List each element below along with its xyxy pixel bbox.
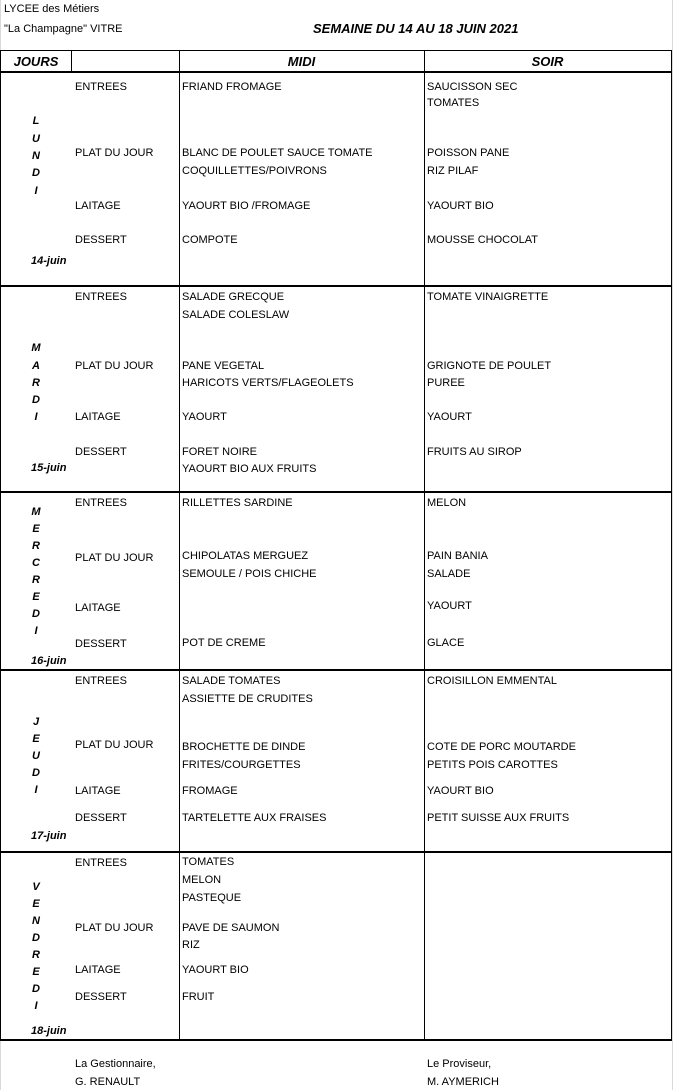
midi-item: YAOURT: [182, 411, 227, 423]
category-dessert: DESSERT: [75, 234, 127, 246]
category-laitage: LAITAGE: [75, 964, 121, 976]
soir-item: MOUSSE CHOCOLAT: [427, 234, 539, 246]
signature-left-name: G. RENAULT: [75, 1076, 141, 1088]
day-letter: D: [32, 167, 40, 179]
category-laitage: LAITAGE: [75, 602, 121, 614]
week-title: SEMAINE DU 14 AU 18 JUIN 2021: [313, 21, 519, 36]
soir-item: SALADE: [427, 568, 471, 580]
day-letter: E: [32, 523, 40, 535]
midi-item: YAOURT BIO AUX FRUITS: [182, 463, 317, 475]
midi-item: RILLETTES SARDINE: [182, 497, 293, 509]
category-entrees: ENTREES: [75, 497, 127, 509]
signature-right-name: M. AYMERICH: [427, 1076, 499, 1088]
midi-column-divider: [179, 50, 180, 1041]
soir-item: YAOURT BIO: [427, 785, 494, 797]
midi-item: POT DE CREME: [182, 637, 266, 649]
category-plat: PLAT DU JOUR: [75, 360, 154, 372]
soir-item: MELON: [427, 497, 467, 509]
school-location: "La Champagne" VITRE: [4, 23, 123, 35]
day-separator: [0, 491, 672, 493]
category-plat: PLAT DU JOUR: [75, 739, 154, 751]
day-separator: [0, 669, 672, 671]
day-date: 15-juin: [31, 462, 67, 474]
day-date: 14-juin: [31, 255, 67, 267]
day-date: 16-juin: [31, 655, 67, 667]
day-letter: V: [32, 881, 40, 893]
day-letter: C: [32, 557, 40, 569]
midi-item: SALADE GRECQUE: [182, 291, 285, 303]
midi-item: ASSIETTE DE CRUDITES: [182, 693, 313, 705]
day-letter: D: [32, 767, 40, 779]
day-letter: N: [32, 150, 40, 162]
soir-item: PETITS POIS CAROTTES: [427, 759, 558, 771]
header-bottom-border: [0, 71, 672, 73]
day-letter: A: [32, 360, 40, 372]
day-date: 18-juin: [31, 1025, 67, 1037]
table-bottom-border: [0, 1039, 672, 1041]
category-dessert: DESSERT: [75, 446, 127, 458]
day-letter: D: [32, 608, 40, 620]
category-dessert: DESSERT: [75, 812, 127, 824]
day-letter: R: [32, 949, 40, 961]
category-laitage: LAITAGE: [75, 200, 121, 212]
day-letter: U: [32, 750, 40, 762]
soir-item: PAIN BANIA: [427, 550, 488, 562]
midi-item: FROMAGE: [182, 785, 238, 797]
midi-item: MELON: [182, 874, 222, 886]
soir-item: CROISILLON EMMENTAL: [427, 675, 557, 687]
midi-item: COMPOTE: [182, 234, 238, 246]
soir-item: TOMATE VINAIGRETTE: [427, 291, 549, 303]
day-date: 17-juin: [31, 830, 67, 842]
midi-item: FORET NOIRE: [182, 446, 257, 458]
midi-item: HARICOTS VERTS/FLAGEOLETS: [182, 377, 354, 389]
midi-item: PANE VEGETAL: [182, 360, 265, 372]
midi-item: BLANC DE POULET SAUCE TOMATE: [182, 147, 373, 159]
soir-column-divider: [424, 50, 425, 1041]
midi-item: FRIAND FROMAGE: [182, 81, 282, 93]
category-laitage: LAITAGE: [75, 411, 121, 423]
day-letter: E: [32, 898, 40, 910]
day-letter: M: [31, 506, 41, 518]
soir-item: POISSON PANE: [427, 147, 510, 159]
column-header-soir: SOIR: [531, 54, 564, 69]
category-entrees: ENTREES: [75, 291, 127, 303]
category-laitage: LAITAGE: [75, 785, 121, 797]
day-letter: D: [32, 932, 40, 944]
soir-item: YAOURT: [427, 411, 472, 423]
day-letter: M: [31, 342, 41, 354]
soir-item: YAOURT: [427, 600, 472, 612]
signature-left-role: La Gestionnaire,: [75, 1058, 156, 1070]
soir-item: PETIT SUISSE AUX FRUITS: [427, 812, 570, 824]
soir-item: COTE DE PORC MOUTARDE: [427, 741, 576, 753]
category-entrees: ENTREES: [75, 81, 127, 93]
midi-item: YAOURT BIO /FROMAGE: [182, 200, 311, 212]
soir-item: GRIGNOTE DE POULET: [427, 360, 552, 372]
soir-item: SAUCISSON SEC: [427, 81, 518, 93]
midi-item: SALADE TOMATES: [182, 675, 281, 687]
table-top-border: [0, 50, 672, 51]
midi-item: FRUIT: [182, 991, 215, 1003]
midi-item: COQUILLETTES/POIVRONS: [182, 165, 327, 177]
midi-item: PAVE DE SAUMON: [182, 922, 280, 934]
day-letter: E: [32, 733, 40, 745]
soir-item: PUREE: [427, 377, 465, 389]
midi-item: YAOURT BIO: [182, 964, 249, 976]
midi-item: PASTEQUE: [182, 892, 242, 904]
category-dessert: DESSERT: [75, 638, 127, 650]
signature-right-role: Le Proviseur,: [427, 1058, 492, 1070]
midi-item: CHIPOLATAS MERGUEZ: [182, 550, 309, 562]
day-letter: L: [32, 115, 40, 127]
table-left-border: [0, 50, 1, 1041]
day-letter: N: [32, 915, 40, 927]
soir-item: YAOURT BIO: [427, 200, 494, 212]
day-letter: D: [32, 394, 40, 406]
school-name: LYCEE des Métiers: [4, 3, 100, 15]
midi-item: TARTELETTE AUX FRAISES: [182, 812, 327, 824]
day-letter: E: [32, 591, 40, 603]
soir-item: FRUITS AU SIROP: [427, 446, 522, 458]
column-header-midi: MIDI: [287, 54, 316, 69]
day-letter: J: [32, 716, 40, 728]
midi-item: RIZ: [182, 939, 200, 951]
category-plat: PLAT DU JOUR: [75, 552, 154, 564]
table-right-border: [671, 50, 672, 1041]
category-dessert: DESSERT: [75, 991, 127, 1003]
category-plat: PLAT DU JOUR: [75, 147, 154, 159]
day-letter: I: [34, 784, 38, 796]
day-letter: I: [34, 625, 38, 637]
days-column-divider-header: [71, 50, 72, 73]
day-separator: [0, 851, 672, 853]
day-letter: R: [32, 377, 40, 389]
midi-item: TOMATES: [182, 856, 235, 868]
midi-item: SEMOULE / POIS CHICHE: [182, 568, 317, 580]
category-entrees: ENTREES: [75, 857, 127, 869]
day-letter: D: [32, 983, 40, 995]
soir-item: TOMATES: [427, 97, 480, 109]
day-letter: I: [34, 411, 38, 423]
day-letter: R: [32, 540, 40, 552]
soir-item: GLACE: [427, 637, 465, 649]
day-letter: E: [32, 966, 40, 978]
category-plat: PLAT DU JOUR: [75, 922, 154, 934]
midi-item: FRITES/COURGETTES: [182, 759, 301, 771]
day-letter: U: [32, 133, 40, 145]
category-entrees: ENTREES: [75, 675, 127, 687]
day-letter: R: [32, 574, 40, 586]
soir-item: RIZ PILAF: [427, 165, 479, 177]
day-separator: [0, 285, 672, 287]
day-letter: I: [34, 185, 38, 197]
midi-item: BROCHETTE DE DINDE: [182, 741, 306, 753]
column-header-days: JOURS: [13, 54, 59, 69]
day-letter: I: [34, 1000, 38, 1012]
midi-item: SALADE COLESLAW: [182, 309, 290, 321]
